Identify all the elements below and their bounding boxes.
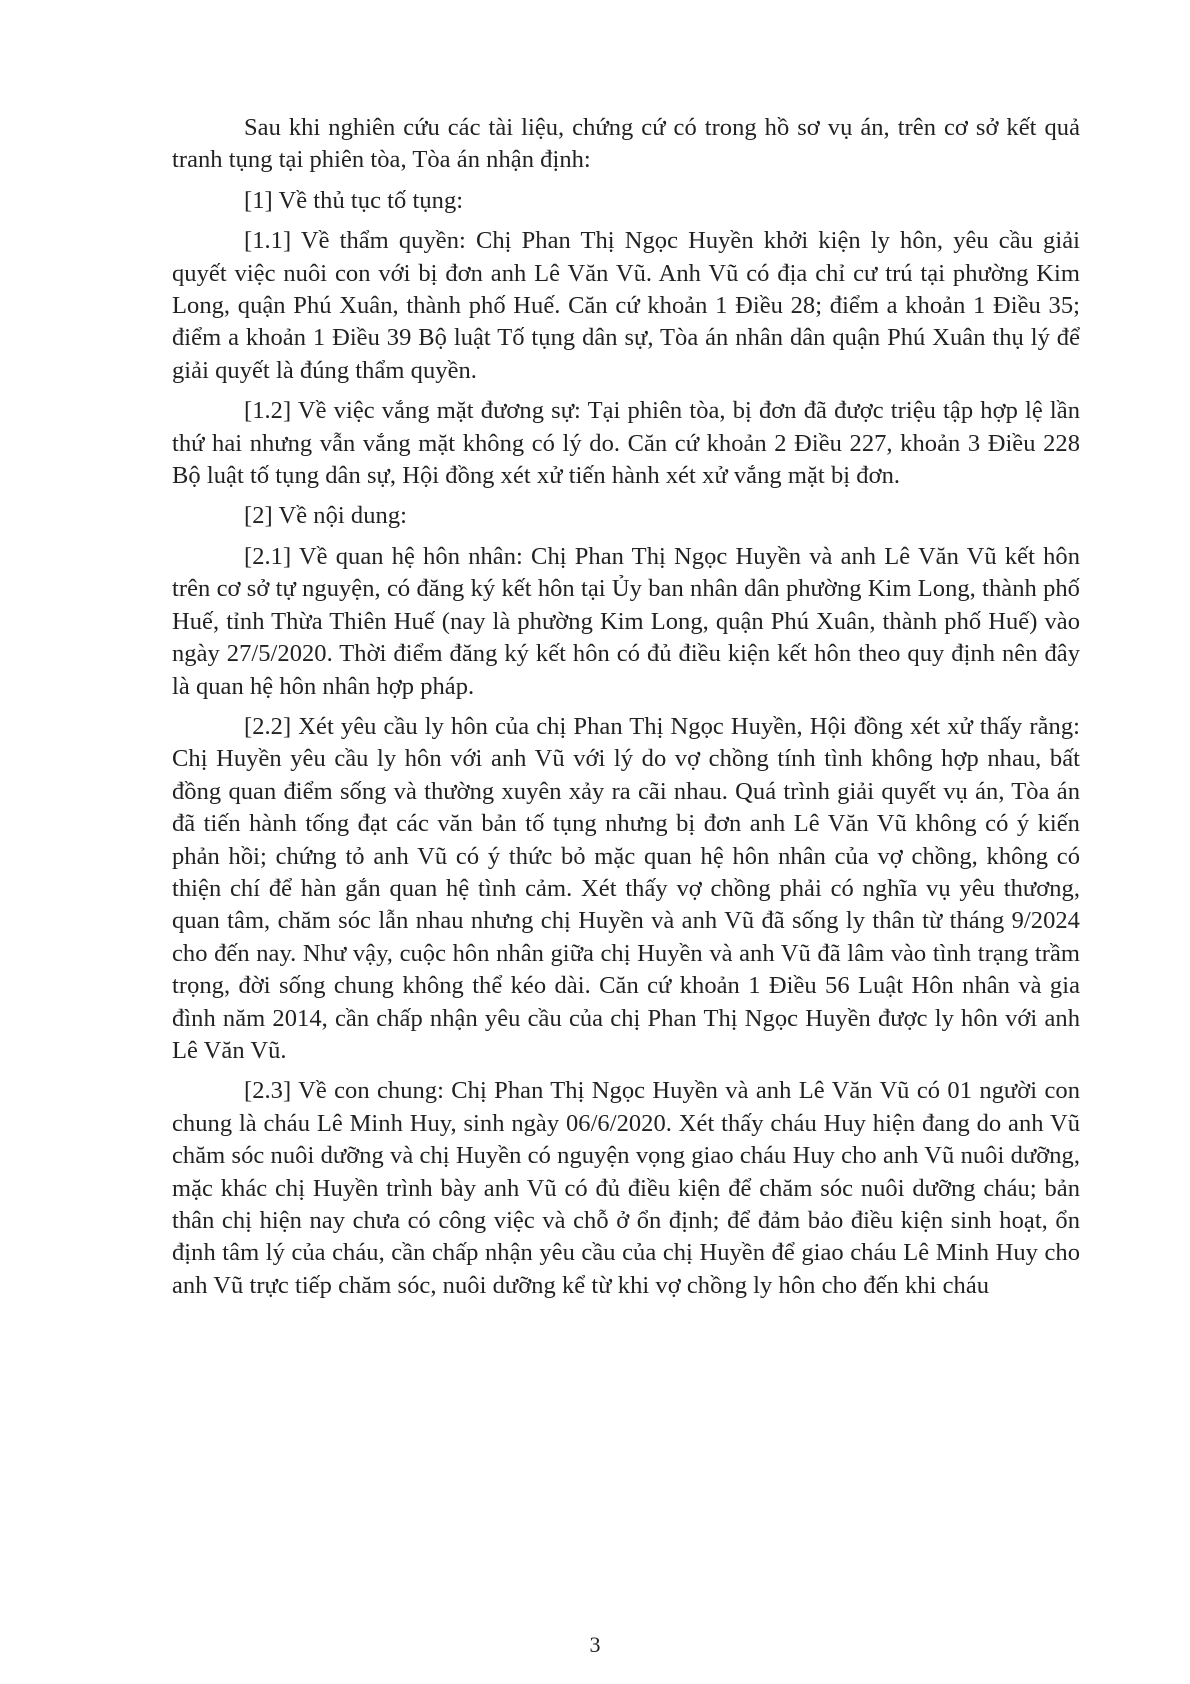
heading-procedure: [1] Về thủ tục tố tụng: <box>244 186 464 214</box>
paragraph-marriage: [2.1] Về quan hệ hôn nhân: Chị Phan Thị Ngọc Huyền và anh Lê Văn Vũ kết hôn trên cơ sở tự nguyện, có đăng ký kết hôn tại Ủy ban nhân dân phường Kim Long, thành phố Huế, tỉnh Thừa Thiên Huế (nay là phường Kim Long, quận Phú Xuân, thành phố Huế) vào ngày 27/5/2020. Thời điểm đăng ký kết hôn có đủ điều kiện kết hôn theo quy định nên đây là quan hệ hôn nhân hợp pháp. <box>172 542 1080 700</box>
paragraph-intro: Sau khi nghiên cứu các tài liệu, chứng cứ có trong hồ sơ vụ án, trên cơ sở kết quả tranh tụng tại phiên tòa, Tòa án nhận định: <box>172 114 1080 174</box>
paragraph-child-custody: [2.3] Về con chung: Chị Phan Thị Ngọc Huyền và anh Lê Văn Vũ có 01 người con chung là cháu Lê Minh Huy, sinh ngày 06/6/2020. Xét thấy cháu Huy hiện đang do anh Vũ chăm sóc nuôi dưỡng và chị Huyền có nguyện vọng giao cháu Huy cho anh Vũ nuôi dưỡng, mặc khác chị Huyền trình bày anh Vũ có đủ điều kiện để chăm sóc nuôi dưỡng cháu; bản thân chị hiện nay chưa có công việc và chỗ ở ổn định; để đảm bảo điều kiện sinh hoạt, ổn định tâm lý của cháu, cần chấp nhận yêu cầu của chị Huyền để giao cháu Lê Minh Huy cho anh Vũ trực tiếp chăm sóc, nuôi dưỡng kể từ khi vợ chồng ly hôn cho đến khi cháu <box>172 1077 1080 1299</box>
paragraph-jurisdiction: [1.1] Về thẩm quyền: Chị Phan Thị Ngọc Huyền khởi kiện ly hôn, yêu cầu giải quyết việc nuôi con với bị đơn anh Lê Văn Vũ. Anh Vũ có địa chỉ cư trú tại phường Kim Long, quận Phú Xuân, thành phố Huế. Căn cứ khoản 1 Điều 28; điểm a khoản 1 Điều 35; điểm a khoản 1 Điều 39 Bộ luật Tố tụng dân sự, Tòa án nhân dân quận Phú Xuân thụ lý để giải quyết là đúng thẩm quyền. <box>172 227 1080 384</box>
heading-content: [2] Về nội dung: <box>244 502 407 530</box>
document-body <box>172 112 1080 1310</box>
paragraph-absence: [1.2] Về việc vắng mặt đương sự: Tại phiên tòa, bị đơn đã được triệu tập hợp lệ lần thứ hai nhưng vẫn vắng mặt không có lý do. Căn cứ khoản 2 Điều 227, khoản 3 Điều 228 Bộ luật tố tụng dân sự, Hội đồng xét xử tiến hành xét xử vắng mặt bị đơn. <box>172 397 1080 490</box>
paragraph-divorce-request: [2.2] Xét yêu cầu ly hôn của chị Phan Thị Ngọc Huyền, Hội đồng xét xử thấy rằng: Chị Huyền yêu cầu ly hôn với anh Vũ với lý do vợ chồng tính tình không hợp nhau, bất đồng quan điểm sống và thường xuyên xảy ra cãi nhau. Quá trình giải quyết vụ án, Tòa án đã tiến hành tống đạt các văn bản tố tụng nhưng bị đơn anh Lê Văn Vũ không có ý kiến phản hồi; chứng tỏ anh Vũ có ý thức bỏ mặc quan hệ hôn nhân của vợ chồng, không có thiện chí để hàn gắn quan hệ tình cảm. Xét thấy vợ chồng phải có nghĩa vụ yêu thương, quan tâm, chăm sóc lẫn nhau nhưng chị Huyền và anh Vũ đã sống ly thân từ tháng 9/2024 cho đến nay. Như vậy, cuộc hôn nhân giữa chị Huyền và anh Vũ đã lâm vào tình trạng trầm trọng, đời sống chung không thể kéo dài. Căn cứ khoản 1 Điều 56 Luật Hôn nhân và gia đình năm 2014, cần chấp nhận yêu cầu của chị Phan Thị Ngọc Huyền được ly hôn với anh Lê Văn Vũ. <box>172 712 1080 1064</box>
page-number: 3 <box>589 1632 601 1657</box>
